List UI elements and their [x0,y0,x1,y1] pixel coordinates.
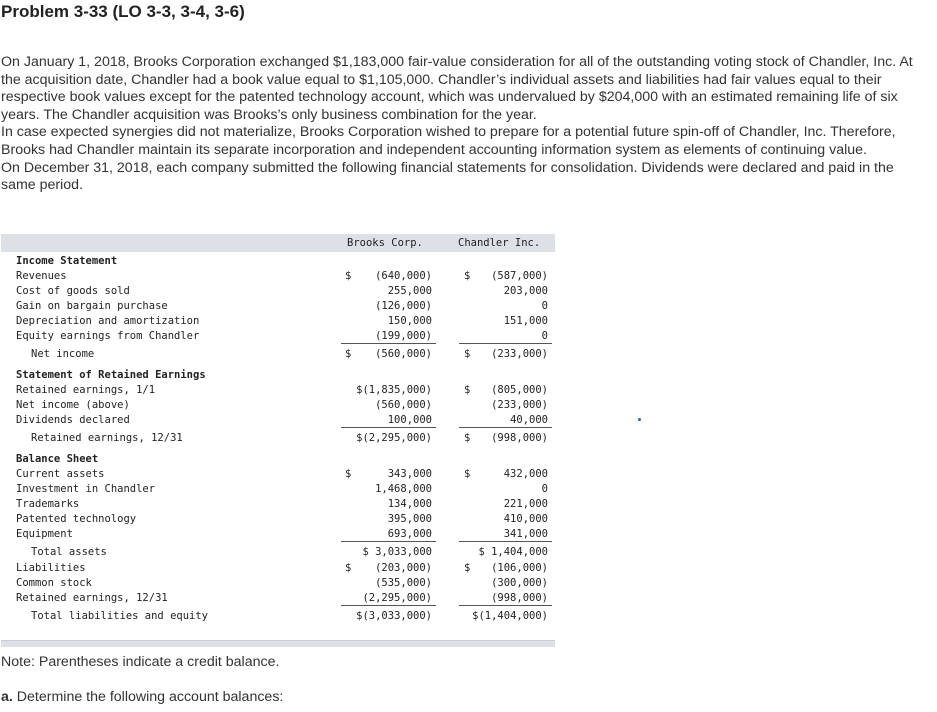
table-header [1,234,555,252]
row-label: Current assets [16,468,105,480]
table-row [1,497,555,512]
question-letter: a. [1,689,13,705]
brooks-value: (2,295,000) [362,592,432,604]
chandler-value: (233,000) [491,399,548,411]
table-row [1,299,555,314]
table-row [1,512,555,527]
chandler-value: 410,000 [503,513,548,525]
brooks-value: (640,000) [375,270,432,282]
row-label: Retained earnings, 12/31 [31,432,183,444]
table-row [1,561,555,576]
income-statement-heading: Income Statement [16,255,118,267]
row-label: Trademarks [16,498,80,510]
stray-dot [638,418,641,421]
row-label: Patented technology [16,513,137,525]
brooks-value: $(2,295,000) [356,432,432,444]
chandler-value: (998,000) [491,432,548,444]
brooks-value: 343,000 [387,468,432,480]
chandler-dollar-sign: $ [464,562,471,574]
row-label: Retained earnings, 12/31 [16,592,168,604]
chandler-value: 203,000 [503,285,548,297]
chandler-value: 0 [541,300,548,312]
table-row [1,383,555,398]
chandler-dollar-sign: $ [464,384,471,396]
question-text: Determine the following account balances: [12,689,284,705]
brooks-dollar-sign: $ [345,468,352,480]
row-label: Net income (above) [16,399,130,411]
brooks-value: (560,000) [375,399,432,411]
chandler-value: (998,000) [491,592,548,604]
row-label: Total liabilities and equity [31,610,209,622]
chandler-value: 0 [541,330,548,342]
row-label: Dividends declared [16,414,130,426]
brooks-dollar-sign: $ [345,348,352,360]
chandler-value: (805,000) [491,384,548,396]
table-row [1,269,555,284]
row-label: Equity earnings from Chandler [16,330,200,342]
table-row [1,542,555,561]
question-a [1,689,283,705]
row-label: Total assets [31,546,107,558]
chandler-dollar-sign: $ [464,432,471,444]
balance-sheet-heading-row [1,452,555,467]
brooks-value: 150,000 [387,315,432,327]
brooks-dollar-sign: $ [345,270,352,282]
table-row [1,576,555,591]
table-row [1,467,555,482]
chandler-value: (106,000) [491,562,548,574]
row-label: Investment in Chandler [16,483,156,495]
row-label: Gain on bargain purchase [16,300,168,312]
row-label: Liabilities [16,562,86,574]
chandler-value: 341,000 [503,528,548,540]
brooks-value: (199,000) [375,330,432,342]
chandler-value: 432,000 [503,468,548,480]
chandler-dollar-sign: $ [464,348,471,360]
chandler-value: 151,000 [503,315,548,327]
chandler-dollar-sign: $ [464,270,471,282]
row-label: Retained earnings, 1/1 [16,384,156,396]
table-row [1,314,555,329]
row-label: Cost of goods sold [16,285,130,297]
problem-description [1,54,931,195]
paragraph-acquisition: On January 1, 2018, Brooks Corporation exchanged $1,183,000 fair-value consideration for all of the outstanding voting stock of Chandler, Inc. At the acquisition date, Chandler had a book value equal to $1,105,000. Chandler’s individual assets and liabilities had fair values equal to their respective book values except for the patented technology account, which was undervalued by $204,000 with an estimated remaining life of six years. The Chandler acquisition was Brooks’s only business combination for the year. [1,54,913,123]
financial-statements-table [1,234,555,625]
table-row [1,329,555,344]
chandler-value: $(1,404,000) [472,610,548,622]
brooks-value: 100,000 [387,414,432,426]
chandler-value: 0 [541,483,548,495]
brooks-value: 395,000 [387,513,432,525]
income-statement-heading-row [1,254,555,269]
table-row [1,344,555,363]
chandler-value: 221,000 [503,498,548,510]
brooks-value: 693,000 [387,528,432,540]
retained-earnings-statement-heading: Statement of Retained Earnings [16,369,206,381]
table-row [1,284,555,299]
table-footer-bar [1,640,555,647]
row-label: Net income [31,348,95,360]
chandler-value: $ 1,404,000 [478,546,548,558]
credit-balance-note: Note: Parentheses indicate a credit balance. [1,654,280,670]
brooks-dollar-sign: $ [345,562,352,574]
row-label: Depreciation and amortization [16,315,200,327]
table-row [1,413,555,428]
row-label: Revenues [16,270,67,282]
table-row [1,428,555,447]
brooks-value: (560,000) [375,348,432,360]
balance-sheet-heading: Balance Sheet [16,453,99,465]
row-label: Equipment [16,528,73,540]
brooks-value: (203,000) [375,562,432,574]
chandler-dollar-sign: $ [464,468,471,480]
brooks-value: 255,000 [387,285,432,297]
chandler-value: (233,000) [491,348,548,360]
column-header-chandler: Chandler Inc. [458,237,541,249]
brooks-value: (126,000) [375,300,432,312]
chandler-value: (300,000) [491,577,548,589]
table-row [1,398,555,413]
table-row [1,606,555,625]
table-row [1,527,555,542]
paragraph-statements: On December 31, 2018, each company submitted the following financial statements for consolidation. Dividends were declared and paid in the same period. [1,159,894,194]
brooks-value: $(1,835,000) [356,384,432,396]
chandler-value: 40,000 [510,414,548,426]
table-body [1,252,555,625]
table-row [1,482,555,497]
table-row [1,591,555,606]
row-label: Common stock [16,577,92,589]
brooks-value: $(3,033,000) [356,610,432,622]
brooks-value: (535,000) [375,577,432,589]
chandler-value: (587,000) [491,270,548,282]
brooks-value: $ 3,033,000 [362,546,432,558]
paragraph-spin-off: In case expected synergies did not materialize, Brooks Corporation wished to prepare for a potential future spin-off of Chandler, Inc. Therefore, Brooks had Chandler maintain its separate incorporation and independent accounting information system as elements of continuing value. [1,124,896,158]
brooks-value: 134,000 [387,498,432,510]
column-header-brooks: Brooks Corp. [347,237,423,249]
retained-earnings-statement-heading-row [1,368,555,383]
brooks-value: 1,468,000 [375,483,432,495]
problem-title: Problem 3-33 (LO 3-3, 3-4, 3-6) [1,2,245,21]
